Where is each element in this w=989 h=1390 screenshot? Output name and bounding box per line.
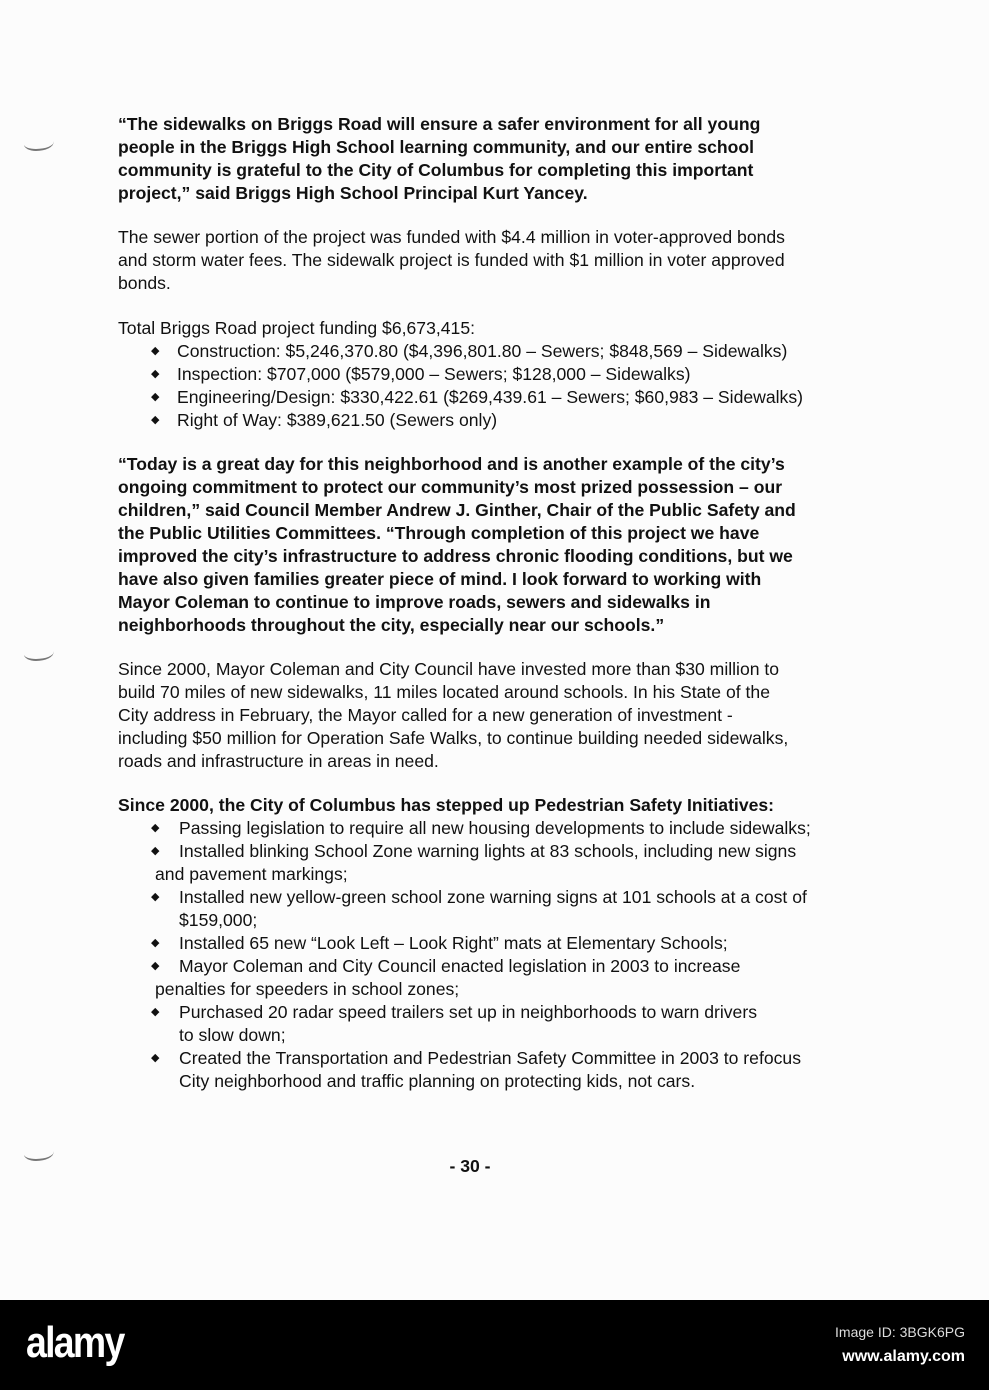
item-text: Mayor Coleman and City Council enacted legislation in 2003 to increase [179, 956, 741, 976]
item-text: Installed 65 new “Look Left – Look Right” mats at Elementary Schools; [179, 933, 728, 953]
binder-hole-mark [24, 135, 54, 151]
text-line: “Today is a great day for this neighborhood and is another example of the city’s [118, 454, 785, 474]
item-text-continued: to slow down; [179, 1025, 286, 1045]
alamy-logo: alamy [26, 1318, 124, 1367]
list-item [118, 932, 811, 955]
bullet-icon: ◆ [151, 960, 160, 972]
text-line: Since 2000, Mayor Coleman and City Council have invested more than $30 million to [118, 659, 780, 679]
page-number: - 30 - [449, 1156, 491, 1176]
image-id: Image ID: 3BGK6PG [835, 1324, 965, 1340]
list-item [118, 955, 811, 978]
list-item [118, 886, 811, 909]
watermark-footer [0, 1300, 989, 1390]
bullet-icon: ◆ [151, 345, 160, 357]
list-item [118, 1047, 811, 1070]
text-line: build 70 miles of new sidewalks, 11 miles located around schools. In his State of the [118, 682, 770, 702]
text-line: roads and infrastructure in areas in need. [118, 751, 439, 771]
bullet-icon: ◆ [151, 368, 160, 380]
item-text-continued: $159,000; [179, 910, 258, 930]
item-text-continued: City neighborhood and traffic planning on protecting kids, not cars. [179, 1071, 696, 1091]
item-text: Inspection: $707,000 ($579,000 – Sewers; $128,000 – Sidewalks) [177, 364, 691, 384]
principal-quote [118, 113, 760, 205]
investment-paragraph [118, 658, 788, 773]
text-line: community is grateful to the City of Columbus for completing this important [118, 160, 754, 180]
funding-paragraph [118, 226, 785, 295]
text-line: Mayor Coleman to continue to improve roads, sewers and sidewalks in [118, 592, 711, 612]
text-line: bonds. [118, 273, 171, 293]
list-item [118, 1001, 811, 1024]
list-item [118, 409, 803, 432]
item-text: Installed blinking School Zone warning lights at 83 schools, including new signs [179, 841, 797, 861]
text-line: and storm water fees. The sidewalk project is funded with $1 million in voter approved [118, 250, 785, 270]
bullet-icon: ◆ [151, 822, 160, 834]
total-funding-label: Total Briggs Road project funding $6,673,415: [118, 318, 476, 338]
binder-hole-mark [24, 645, 54, 661]
list-item [118, 340, 803, 363]
item-text: Engineering/Design: $330,422.61 ($269,439.61 – Sewers; $60,983 – Sidewalks) [177, 387, 803, 407]
item-text: Construction: $5,246,370.80 ($4,396,801.80 – Sewers; $848,569 – Sidewalks) [177, 341, 788, 361]
text-line: children,” said Council Member Andrew J. Ginther, Chair of the Public Safety and [118, 500, 796, 520]
item-text-continued: penalties for speeders in school zones; [155, 979, 460, 999]
item-text: Installed new yellow-green school zone warning signs at 101 schools at a cost of [179, 887, 807, 907]
text-line: neighborhoods throughout the city, especially near our schools.” [118, 615, 665, 635]
bullet-icon: ◆ [151, 1052, 160, 1064]
safety-initiatives [118, 794, 811, 1093]
item-text: Created the Transportation and Pedestrian Safety Committee in 2003 to refocus [179, 1048, 802, 1068]
text-line: the Public Utilities Committees. “Through completion of this project we have [118, 523, 760, 543]
text-line: people in the Briggs High School learning community, and our entire school [118, 137, 755, 157]
text-line: have also given families greater piece of mind. I look forward to working with [118, 569, 762, 589]
text-line: “The sidewalks on Briggs Road will ensure a safer environment for all young [118, 114, 761, 134]
bullet-icon: ◆ [151, 891, 160, 903]
text-line: project,” said Briggs High School Principal Kurt Yancey. [118, 183, 588, 203]
footer-url: www.alamy.com [842, 1348, 965, 1365]
bullet-icon: ◆ [151, 414, 160, 426]
text-line: ongoing commitment to protect our community’s most prized possession – our [118, 477, 783, 497]
bullet-icon: ◆ [151, 1006, 160, 1018]
item-text: Passing legislation to require all new housing developments to include sidewalks; [179, 818, 811, 838]
bullet-icon: ◆ [151, 391, 160, 403]
text-line: City address in February, the Mayor called for a new generation of investment - [118, 705, 733, 725]
item-text: Right of Way: $389,621.50 (Sewers only) [177, 410, 498, 430]
list-item [118, 840, 811, 863]
bullet-icon: ◆ [151, 937, 160, 949]
section-heading: Since 2000, the City of Columbus has stepped up Pedestrian Safety Initiatives: [118, 795, 775, 815]
text-line: The sewer portion of the project was funded with $4.4 million in voter-approved bonds [118, 227, 785, 247]
text-line: improved the city’s infrastructure to address chronic flooding conditions, but we [118, 546, 793, 566]
funding-breakdown [118, 317, 803, 432]
list-item [118, 386, 803, 409]
list-item [118, 817, 811, 840]
bullet-icon: ◆ [151, 845, 160, 857]
list-item [118, 363, 803, 386]
council-quote [118, 453, 796, 637]
item-text: Purchased 20 radar speed trailers set up in neighborhoods to warn drivers [179, 1002, 757, 1022]
text-line: including $50 million for Operation Safe Walks, to continue building needed sidewalks, [118, 728, 789, 748]
item-text-continued: and pavement markings; [155, 864, 348, 884]
